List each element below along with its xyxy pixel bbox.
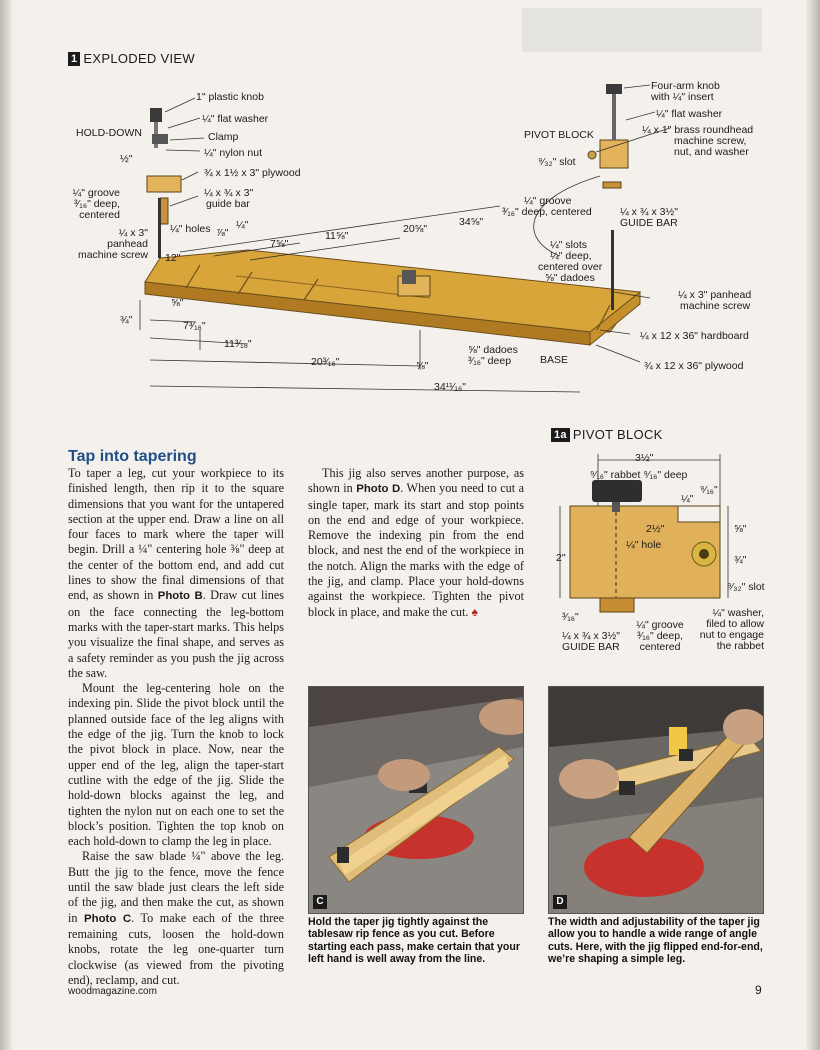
photo-d-image	[549, 687, 763, 913]
label-dim-20-5-8: 20⅝"	[403, 223, 428, 235]
label-hardboard: ¼ x 12 x 36" hardboard	[640, 330, 749, 342]
paragraph: This jig also serves another purpose, as shown in Photo D. When you need to cut a single taper, mark its start and stop points on the end and edge of your workpiece. Remove the indexing pin from the end block, and nest the end of the workpiece in the notch. Align the marks with the edge of the jig, and clamp. Place your hold-downs against the workpiece. Tighten the pivot block in place, and make the cut. ♠	[308, 466, 524, 619]
label-panhead-r1: ¼ x 3" panhead	[678, 289, 752, 301]
section-badge: 1a	[551, 428, 570, 442]
pivot-dim-5-8: ⅝"	[734, 523, 747, 535]
pivot-dim-3-4: ¾"	[734, 554, 747, 566]
label-guide-bar-r1: ¼ x ¾ x 3½"	[620, 206, 679, 218]
label-plastic-knob: 1" plastic knob	[196, 91, 264, 103]
knob-stem-right	[612, 94, 616, 140]
photo-c-image	[309, 687, 523, 913]
screw-left	[158, 198, 161, 258]
label-slots-2: ¼" deep,	[550, 250, 592, 262]
article-heading: Tap into tapering	[68, 448, 197, 465]
text-column-middle	[308, 466, 524, 620]
pivot-gb-1: ¼ x ¾ x 3½"	[562, 630, 621, 642]
label-brass-1: ¼ x 1" brass roundhead	[642, 124, 754, 136]
label-slots-4: ⅝" dadoes	[545, 272, 595, 284]
pivot-dim-2-5: 2½"	[646, 523, 665, 535]
pivot-washer-1: ¼" washer,	[712, 607, 764, 619]
photo-d-caption: The width and adjustability of the taper jig allow you to handle a wide range of angle cuts. Here, with the jig flipped end-for-end, we’re shaping a simple leg.	[548, 916, 763, 966]
text-column-left	[68, 466, 284, 988]
pivot-slot: ⁹⁄₃₂" slot	[727, 581, 765, 593]
end-mark-icon: ♠	[471, 604, 478, 619]
label-dadoes-1: ⅝" dadoes	[468, 344, 518, 356]
pivot-dim-1-4: ¼"	[681, 493, 694, 505]
label-panhead-1: ¼ x 3"	[118, 227, 148, 239]
paragraph: Mount the leg-centering hole on the indexing pin. Slide the pivot block until the planned outside face of the leg aligns with the edge of the jig. Turn the knob to lock the pivot block in place. Now, near the upper end of the leg, align the taper-start cutline with the edge of the jig. Slide the hold-down blocks against the leg, and tighten the nylon nut on each one to set the block’s position. Tighten the top knob on each hold-down to clamp the leg in place.	[68, 681, 284, 849]
label-slots-1: ¼" slots	[550, 239, 587, 251]
label-half-inch: ½"	[120, 153, 133, 165]
pivot-washer-4: the rabbet	[716, 640, 764, 652]
label-panhead-2: panhead	[107, 238, 148, 250]
pivot-dim-2: 2"	[556, 552, 566, 564]
label-pivot-block: PIVOT BLOCK	[524, 129, 594, 141]
pivot-rabbet: ⁹⁄₁₆" rabbet ⁹⁄₁₆" deep	[590, 469, 688, 481]
knob-left	[150, 108, 162, 122]
label-groove-r1: ¼" groove	[524, 195, 572, 207]
pivot-dim-9-16: ⁹⁄₁₆"	[700, 484, 718, 496]
pivot-washer-3: nut to engage	[699, 629, 764, 641]
label-holes: ¼" holes	[170, 223, 211, 235]
label-hold-down: HOLD-DOWN	[76, 127, 142, 139]
photo-d-letter: D	[553, 895, 567, 909]
knob-stem	[612, 502, 620, 512]
label-quarter-top: ¼"	[236, 219, 249, 231]
pivot-washer-2: filed to allow	[706, 618, 764, 630]
label-plywood-base: ¾ x 12 x 36" plywood	[644, 360, 744, 372]
label-four-arm-2: with ¼" insert	[651, 91, 714, 103]
footer-website: woodmagazine.com	[68, 986, 157, 997]
label-dim-5-8-b: ⅝"	[416, 360, 429, 372]
clamp-left	[152, 134, 168, 144]
label-base: BASE	[540, 354, 569, 366]
label-brass-2: machine screw,	[674, 135, 747, 147]
label-guide-bar-1: ¼ x ¾ x 3"	[204, 187, 254, 199]
pivot-block	[600, 140, 628, 168]
photo-c-caption: Hold the taper jig tightly against the tablesaw rip fence as you cut. Before starting each pass, make certain that your left hand is well away from the line.	[308, 916, 520, 966]
pivot-groove-1: ¼" groove	[636, 619, 684, 631]
label-dim-3-4: ¾"	[120, 314, 133, 326]
label-panhead-r2: machine screw	[680, 300, 751, 312]
guide-bar-right	[603, 182, 621, 188]
label-groove-1: ¼" groove	[72, 187, 120, 199]
photo-d	[548, 686, 764, 914]
pivot-groove-2: ³⁄₁₆" deep,	[637, 630, 683, 642]
screw-right	[611, 230, 614, 310]
pivot-hole: ¼" hole	[626, 539, 662, 551]
label-dim-11-3-16: 11³⁄₁₆"	[224, 338, 252, 350]
label-dim-7-5-8: 7⅝"	[270, 238, 289, 250]
label-flat-washer: ¼" flat washer	[202, 113, 269, 125]
guide-bar	[600, 598, 634, 612]
page-number: 9	[755, 983, 762, 997]
label-slot-932: ⁹⁄₃₂" slot	[538, 156, 576, 168]
section-badge: 1	[68, 52, 80, 66]
knob-top	[592, 480, 642, 502]
label-twelve: 12"	[165, 252, 181, 264]
label-clamp: Clamp	[208, 131, 239, 143]
section-title: PIVOT BLOCK	[572, 427, 663, 442]
knob-right	[606, 84, 622, 94]
label-slots-3: centered over	[538, 261, 603, 273]
label-groove-3: centered	[79, 209, 120, 221]
paragraph: To taper a leg, cut your workpiece to its finished length, then rip it to the square dimensions that you want for the untapered section at the upper end. Draw a line on all four faces to mark where the taper will begin. Drill a ¼" centering hole ⅜" deep at the center of the bottom end, and add cut lines to show the final dimensions of that end, as shown in Photo B. Draw cut lines on the face connecting the leg-bottom marks with the taper-start marks. This helps you visualize the final shape, and serves as a safety reminder as you push the jig across the saw.	[68, 466, 284, 680]
clamp-on-base	[402, 270, 416, 284]
pivot-groove-3: centered	[639, 641, 681, 653]
label-guide-bar-r2: GUIDE BAR	[620, 217, 678, 229]
label-groove-2: ³⁄₁₆" deep,	[74, 198, 120, 210]
label-flat-washer-r: ¼" flat washer	[656, 108, 723, 120]
section-title: EXPLODED VIEW	[83, 51, 195, 66]
guide-bar-left	[160, 198, 168, 224]
label-dim-7-3-16: 7³⁄₁₆"	[183, 320, 206, 332]
washer-hole	[699, 549, 709, 559]
label-dim-11-5-8: 11⅝"	[325, 230, 349, 242]
label-dadoes-2: ³⁄₁₆" deep	[468, 355, 512, 367]
label-brass-3: nut, and washer	[674, 146, 749, 158]
label-plywood-block: ¾ x 1½ x 3" plywood	[204, 167, 301, 179]
label-seven-eighths: ⅞"	[216, 227, 229, 239]
holddown-block	[147, 176, 181, 192]
label-dim-5-8-a: ⅝"	[171, 297, 184, 309]
label-groove-r2: ³⁄₁₆" deep, centered	[502, 206, 592, 218]
pivot-dim-3-16: ³⁄₁₆"	[562, 611, 579, 623]
pivot-block-heading	[551, 427, 663, 442]
label-nylon-nut: ¼" nylon nut	[204, 147, 263, 159]
pivot-dim-3-5: 3½"	[635, 452, 654, 464]
brass-screw	[588, 151, 596, 159]
label-dim-34-11-16: 34¹¹⁄₁₆"	[434, 381, 466, 393]
photo-c-letter: C	[313, 895, 327, 909]
label-guide-bar-2: guide bar	[206, 198, 250, 210]
label-panhead-3: machine screw	[77, 249, 148, 261]
photo-c	[308, 686, 524, 914]
label-dim-20-3-16: 20³⁄₁₆"	[311, 356, 340, 368]
paragraph: Raise the saw blade ¼" above the leg. Butt the jig to the fence, move the fence until the saw blade just clears the left side of the jig, and then make the cut, as shown in Photo C. To make each of the three remaining cuts, loosen the hold-down knobs, rotate the leg one-quarter turn clockwise (as viewed from the pivoting end), reclamp, and cut.	[68, 849, 284, 987]
label-dim-34-5-8: 34⅝"	[459, 216, 484, 228]
rabbet-notch	[678, 506, 720, 522]
exploded-view-drawing	[0, 0, 820, 420]
pivot-gb-2: GUIDE BAR	[562, 641, 620, 653]
label-four-arm-1: Four-arm knob	[651, 80, 720, 92]
